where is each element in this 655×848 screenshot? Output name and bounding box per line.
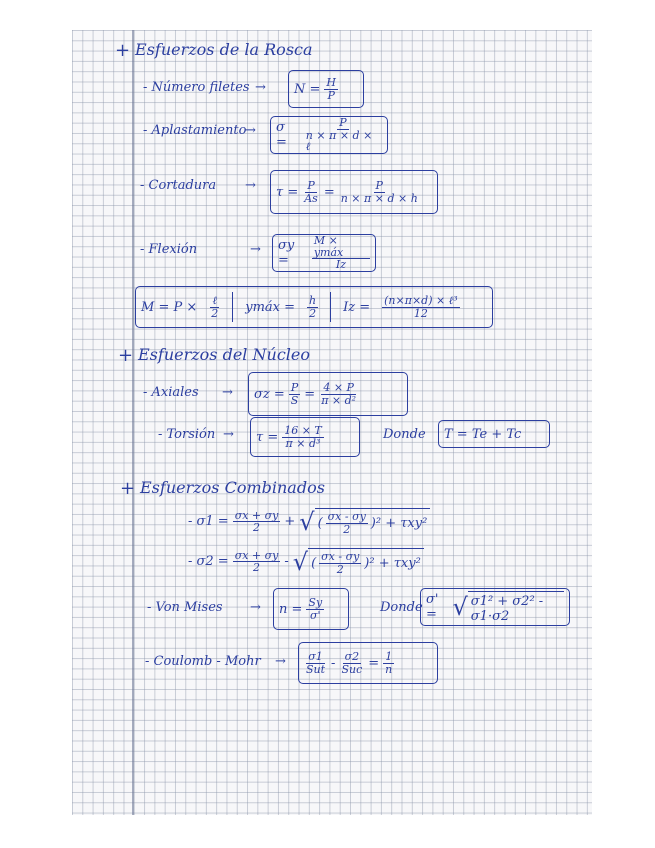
numerator: σx - σy [321, 550, 360, 563]
bullet-plus: + [118, 345, 134, 366]
label-cortadura: - Cortadura [140, 178, 217, 193]
equals-sign: = [323, 184, 335, 200]
arrow-icon: → [223, 427, 234, 442]
denominator: P [327, 88, 335, 102]
denominator: 2 [336, 562, 344, 576]
sqrt [293, 548, 424, 575]
formula-lhs: σ' = [426, 592, 439, 622]
arrow-icon: → [255, 80, 266, 95]
numerator: ℓ [212, 293, 218, 307]
formula-lhs: σ = [276, 120, 287, 150]
fraction [302, 180, 320, 204]
numerator: σ1 [308, 649, 323, 663]
formula-lhs: τ = [256, 429, 279, 445]
section-title-combinados: Esfuerzos Combinados [140, 478, 325, 497]
arrow-icon: → [222, 385, 233, 400]
formula-torsion [250, 417, 360, 457]
operator: - [331, 655, 336, 671]
y-lhs: ymáx = [245, 299, 296, 315]
formula-sigma1 [188, 508, 430, 535]
fraction [383, 651, 394, 675]
formula-aplastamiento [270, 116, 388, 154]
denominator: n × π × d × h [340, 191, 418, 205]
denominator: π × d² [321, 393, 357, 407]
label-flexion: - Flexión [140, 242, 198, 257]
denominator: Suc [341, 662, 363, 676]
sqrt-icon: √ [299, 507, 315, 536]
fraction [324, 77, 338, 101]
margin-line [132, 30, 134, 815]
fraction [233, 510, 281, 534]
fraction [312, 235, 370, 271]
formula-lhs: N = [294, 81, 321, 97]
donde-label: Donde [383, 427, 426, 442]
formula-filetes [288, 70, 364, 108]
fraction [326, 511, 368, 535]
numerator: h [309, 293, 317, 307]
denominator: 2 [253, 521, 261, 535]
label-filetes: - Número filetes [143, 80, 250, 95]
fraction [307, 295, 318, 319]
denominator: S [290, 393, 299, 407]
numerator: P [290, 380, 299, 394]
sqrt [453, 591, 565, 624]
arrow-icon: → [275, 654, 286, 669]
denominator: 2 [211, 306, 219, 320]
radicand: ( $\frac{\sigma x - \sigma y}{2}$ )² + τxy² [315, 508, 431, 535]
radicand-tail: )² + τxy² [370, 515, 428, 531]
formula-torque [438, 420, 550, 448]
denominator: σ' [310, 608, 321, 622]
numerator: Sy [308, 595, 323, 609]
formula-lhs: τ = [276, 184, 299, 200]
i-lhs: Iz = [343, 299, 371, 315]
denominator: As [304, 191, 318, 205]
radicand-tail: )² + τxy² [364, 555, 421, 571]
fraction [319, 551, 361, 575]
formula-lhs: n = [279, 601, 303, 617]
fraction [306, 597, 324, 621]
radicand: σ1² + σ2² - σ1·σ2 [468, 591, 564, 624]
label-axiales: - Axiales [143, 385, 199, 400]
divider [330, 292, 331, 322]
formula-flexion [272, 234, 376, 272]
formula-lhs: - σ2 = [188, 554, 229, 570]
formula-sigma-prime [420, 588, 570, 626]
numerator: σx + σy [234, 548, 279, 562]
numerator: σx - σy [327, 510, 366, 523]
equals-sign: = [368, 655, 380, 671]
numerator: H [326, 75, 336, 89]
denominator: 2 [343, 522, 351, 536]
denominator: 2 [309, 306, 317, 320]
label-torsion: - Torsión [158, 427, 216, 442]
fraction [382, 295, 460, 319]
divider [232, 292, 233, 322]
arrow-icon: → [250, 600, 261, 615]
numerator: P [307, 178, 315, 192]
formula-lhs: σz = [254, 386, 285, 402]
formula-cortadura [270, 170, 438, 214]
section-title-nucleo: Esfuerzos del Núcleo [138, 345, 310, 364]
numerator: P [339, 116, 347, 130]
formula-vonmises [273, 588, 349, 630]
fraction [304, 651, 327, 675]
sqrt [299, 508, 430, 535]
fraction [304, 117, 382, 153]
fraction [282, 425, 324, 449]
operator: + [284, 514, 296, 530]
donde-label: Donde [380, 600, 423, 615]
m-lhs: M = P × [141, 299, 198, 315]
fraction [233, 550, 281, 574]
label-coulomb-mohr: - Coulomb - Mohr [145, 654, 261, 669]
sqrt-icon: √ [292, 547, 309, 576]
fraction [319, 382, 358, 406]
formula-axiales [248, 372, 408, 416]
arrow-icon: → [245, 123, 256, 138]
formula-coulomb-mohr [298, 642, 438, 684]
formula-text: T = Te + Tc [444, 426, 522, 442]
equals-sign: = [304, 386, 316, 402]
numerator: σx + σy [234, 508, 279, 522]
numerator: 16 × T [284, 423, 322, 437]
denominator: π × d³ [285, 436, 321, 450]
formula-lhs: σy = [278, 238, 295, 268]
fraction [339, 651, 364, 675]
numerator: P [375, 178, 383, 192]
denominator: Iz [335, 258, 346, 272]
denominator: Sut [306, 662, 326, 676]
numerator: 1 [385, 649, 393, 663]
arrow-icon: → [245, 178, 256, 193]
numerator: 4 × P [323, 380, 354, 394]
fraction [339, 180, 420, 204]
denominator: 2 [253, 561, 261, 575]
formula-row-flexion-vars [135, 286, 493, 328]
operator: - [284, 554, 289, 570]
denominator: 12 [413, 306, 428, 320]
fraction [289, 382, 301, 406]
numerator: σ2 [344, 649, 360, 663]
formula-sigma2 [188, 548, 424, 575]
bullet-plus: + [115, 40, 131, 61]
section-title-rosca: Esfuerzos de la Rosca [135, 40, 313, 59]
radicand: ( $\frac{\sigma x - \sigma y}{2}$ )² + τxy² [308, 548, 424, 575]
fraction [209, 295, 220, 319]
label-vonmises: - Von Mises [147, 600, 223, 615]
sqrt-icon: √ [452, 593, 468, 621]
denominator: n [385, 662, 393, 676]
label-aplastamiento: - Aplastamiento [143, 123, 247, 138]
denominator: n × π × d × ℓ [305, 128, 373, 154]
numerator: M × ymáx [312, 235, 370, 259]
arrow-icon: → [250, 242, 261, 257]
numerator: (n×π×d) × ℓ³ [384, 293, 458, 307]
bullet-plus: + [120, 478, 136, 499]
formula-lhs: - σ1 = [188, 514, 229, 530]
